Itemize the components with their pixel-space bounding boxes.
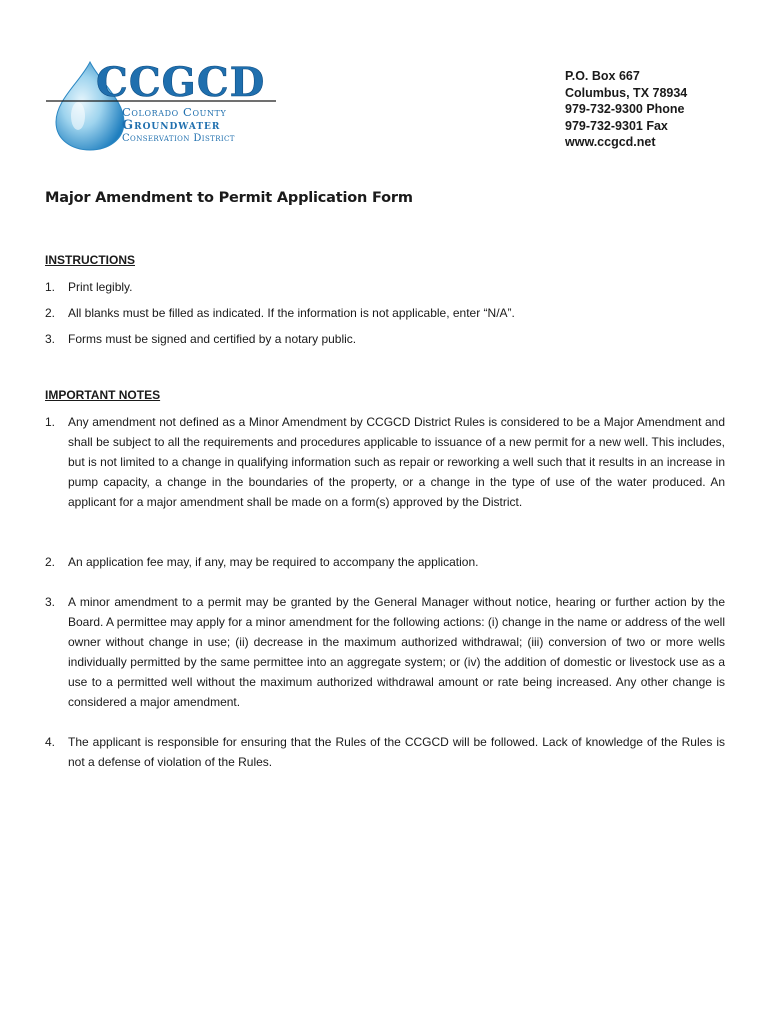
note-item bbox=[45, 552, 725, 572]
note-text: An application fee may, if any, may be required to accompany the application. bbox=[68, 555, 479, 569]
phone-number: 979-732-9300 Phone bbox=[565, 102, 685, 116]
instruction-text: Forms must be signed and certified by a notary public. bbox=[68, 332, 357, 346]
instruction-number: 2. bbox=[45, 306, 56, 320]
website: www.ccgcd.net bbox=[565, 135, 656, 149]
note-text: Any amendment not defined as a Minor Amendment by CCGCD District Rules is considered to be a Major Amendment and shall be subject to all the requirements and procedures applicable to issuance of a new permit for a new well. This includes, but is not limited to a change in qualifying information such as repair or reworking a well such that it results in an increase in pump capacity, a change in the boundaries of the property, or a change in the type of use of the water produced. An applicant for a major amendment shall be made on a form(s) approved by the District. bbox=[68, 415, 725, 509]
instruction-item bbox=[45, 303, 725, 323]
water-drop-logo-graphic bbox=[46, 56, 278, 152]
note-number: 1. bbox=[45, 415, 56, 429]
instruction-item bbox=[45, 329, 725, 349]
note-number: 3. bbox=[45, 595, 56, 609]
note-item bbox=[45, 732, 725, 772]
fax-number: 979-732-9301 Fax bbox=[565, 118, 668, 133]
document-title: Major Amendment to Permit Application Form bbox=[45, 190, 413, 206]
logo-line-2: Groundwater bbox=[122, 118, 221, 133]
note-text: A minor amendment to a permit may be granted by the General Manager without notice, hearing or further action by the Board. A permittee may apply for a minor amendment for the following actions: (i) change in the name or address of the well owner without change in use; (ii) decrease in the maximum authorized withdrawal; (iii) conversion of two or more wells individually permitted by the same permittee into an aggregate system; or (iv) the addition of domestic or livestock use as a use to a permitted well without the maximum authorized withdrawal amount or rate being increased. Any other change is considered a major amendment. bbox=[68, 595, 725, 709]
note-number: 4. bbox=[45, 735, 56, 749]
important-notes-heading: IMPORTANT NOTES bbox=[45, 388, 161, 402]
logo-acronym: CCGCD bbox=[96, 59, 266, 106]
logo-line-1: Colorado County bbox=[122, 105, 227, 119]
address-block bbox=[565, 68, 687, 151]
note-text: The applicant is responsible for ensuring that the Rules of the CCGCD will be followed. Lack of knowledge of the Rules is not a defense of violation of the Rules. bbox=[68, 735, 725, 769]
note-item bbox=[45, 592, 725, 712]
instruction-text: All blanks must be filled as indicated. If the information is not applicable, enter “N/A”. bbox=[68, 306, 515, 320]
ccgcd-logo bbox=[46, 56, 278, 152]
instructions-heading: INSTRUCTIONS bbox=[45, 253, 135, 267]
city-state-zip: Columbus, TX 78934 bbox=[565, 85, 688, 100]
instruction-number: 3. bbox=[45, 332, 56, 346]
instruction-number: 1. bbox=[45, 280, 56, 294]
logo-line-3: Conservation District bbox=[122, 133, 235, 144]
instruction-item bbox=[45, 277, 725, 297]
note-item bbox=[45, 412, 725, 512]
po-box: P.O. Box 667 bbox=[565, 69, 640, 83]
instruction-text: Print legibly. bbox=[68, 280, 133, 294]
note-number: 2. bbox=[45, 555, 56, 569]
